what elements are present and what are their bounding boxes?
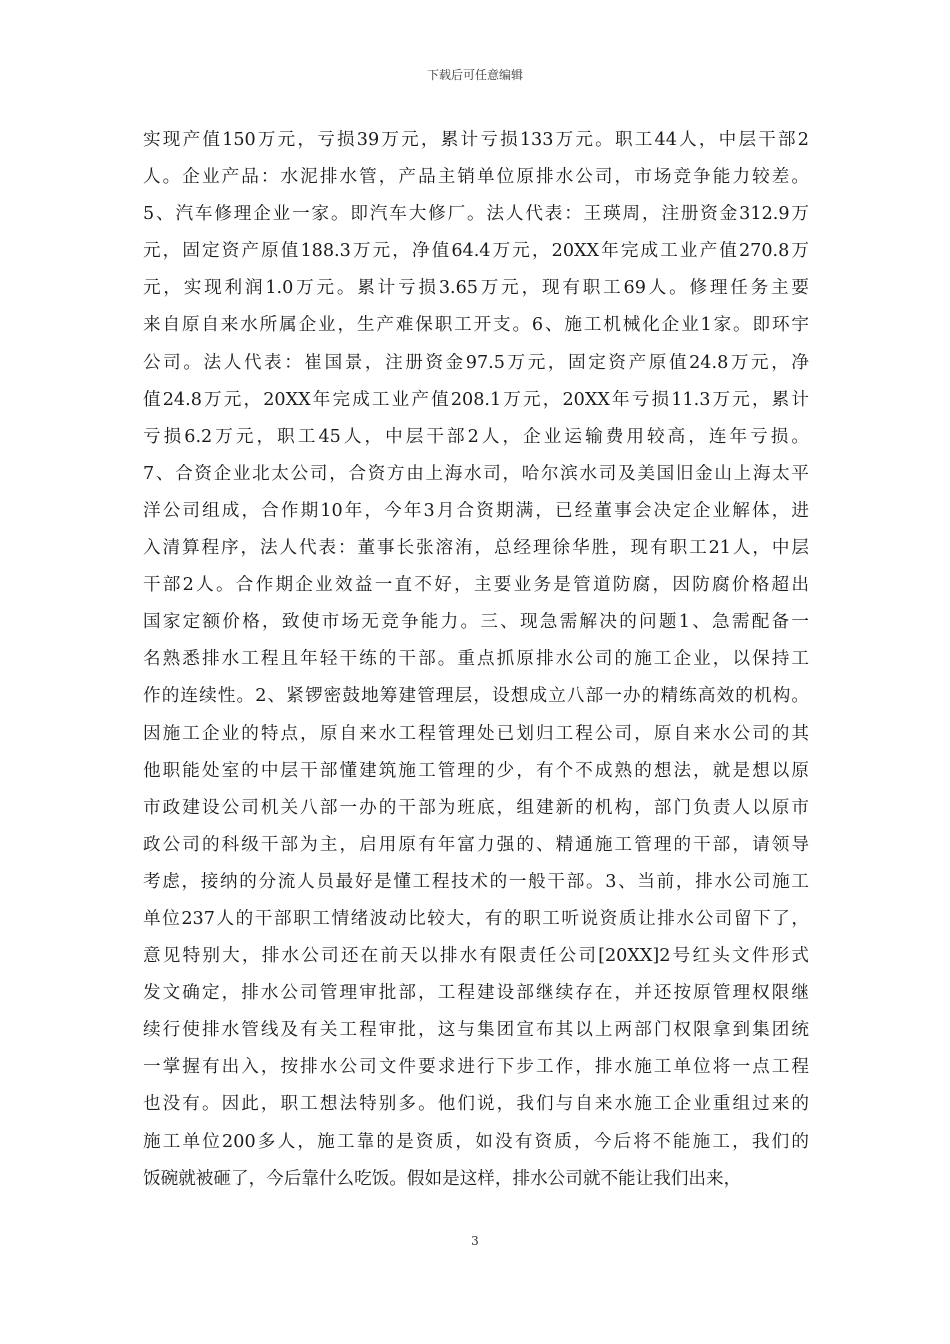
page-header: 下载后可任意编辑 bbox=[426, 68, 523, 82]
text-line: 意见特别大，排水公司还在前天以排水有限责任公司[20XX]2号红头文件形式 bbox=[143, 946, 809, 967]
text-line: 洋公司组成，合作期10年，今年3月合资期满，已经董事会决定企业解体，进 bbox=[143, 500, 809, 521]
text-line: 单位237人的干部职工情绪波动比较大，有的职工听说资质让排水公司留下了， bbox=[143, 908, 809, 929]
text-line: 因施工企业的特点，原自来水工程管理处已划归工程公司，原自来水公司的其 bbox=[143, 723, 809, 744]
text-line: 饭碗就被砸了，今后靠什么吃饭。假如是这样，排水公司就不能让我们出来， bbox=[143, 1168, 742, 1189]
text-line: 亏损6.2万元，职工45人，中层干部2人，企业运输费用较高，连年亏损。 bbox=[143, 426, 809, 447]
text-line: 实现产值150万元，亏损39万元，累计亏损133万元。职工44人，中层干部2 bbox=[143, 130, 809, 150]
text-line: 干部2人。合作期企业效益一直不好，主要业务是管道防腐，因防腐价格超出 bbox=[143, 575, 809, 596]
text-line: 人。企业产品：水泥排水管，产品主销单位原排水公司，市场竞争能力较差。 bbox=[143, 167, 809, 188]
text-line: 政公司的科级干部为主，启用原有年富力强的、精通施工管理的干部，请领导 bbox=[143, 834, 809, 855]
page-number: 3 bbox=[471, 1234, 479, 1248]
text-line: 一掌握有出入，按排水公司文件要求进行下步工作，排水施工单位将一点工程 bbox=[143, 1057, 809, 1078]
text-line: 名熟悉排水工程且年轻干练的干部。重点抓原排水公司的施工企业，以保持工 bbox=[143, 649, 809, 670]
text-line: 作的连续性。2、紧锣密鼓地筹建管理层，设想成立八部一办的精练高效的机构。 bbox=[143, 686, 809, 707]
text-line: 市政建设公司机关八部一办的干部为班底，组建新的机构，部门负责人以原市 bbox=[143, 797, 809, 818]
text-line: 施工单位200多人，施工靠的是资质，如没有资质，今后将不能施工，我们的 bbox=[143, 1131, 809, 1152]
text-line: 来自原自来水所属企业，生产难保职工开支。6、施工机械化企业1家。即环宇 bbox=[143, 315, 809, 336]
text-line: 5、汽车修理企业一家。即汽车大修厂。法人代表：王瑛周，注册资金312.9万 bbox=[143, 204, 809, 225]
text-line: 他职能处室的中层干部懂建筑施工管理的少，有个不成熟的想法，就是想以原 bbox=[143, 760, 809, 781]
text-line: 发文确定，排水公司管理审批部，工程建设部继续存在，并还按原管理权限继 bbox=[143, 983, 809, 1004]
text-line: 7、合资企业北太公司，合资方由上海水司，哈尔滨水司及美国旧金山上海太平 bbox=[143, 463, 809, 484]
text-line: 也没有。因此，职工想法特别多。他们说，我们与自来水施工企业重组过来的 bbox=[143, 1094, 809, 1115]
document-body bbox=[143, 122, 809, 1198]
text-line: 值24.8万元，20XX年完成工业产值208.1万元，20XX年亏损11.3万元，累计 bbox=[143, 389, 809, 410]
text-line: 入清算程序，法人代表：董事长张溶洧，总经理徐华胜，现有职工21人，中层 bbox=[143, 538, 809, 559]
text-line: 续行使排水管线及有关工程审批，这与集团宣布其以上两部门权限拿到集团统 bbox=[143, 1020, 809, 1041]
text-line: 国家定额价格，致使市场无竞争能力。三、现急需解决的问题1、急需配备一 bbox=[143, 612, 809, 633]
text-line: 考虑，接纳的分流人员最好是懂工程技术的一般干部。3、当前，排水公司施工 bbox=[143, 871, 809, 892]
text-line: 元，实现利润1.0万元。累计亏损3.65万元，现有职工69人。修理任务主要 bbox=[143, 278, 809, 299]
text-line: 公司。法人代表：崔国景，注册资金97.5万元，固定资产原值24.8万元，净 bbox=[143, 352, 809, 373]
text-line: 元，固定资产原值188.3万元，净值64.4万元，20XX年完成工业产值270.8万 bbox=[143, 241, 809, 262]
